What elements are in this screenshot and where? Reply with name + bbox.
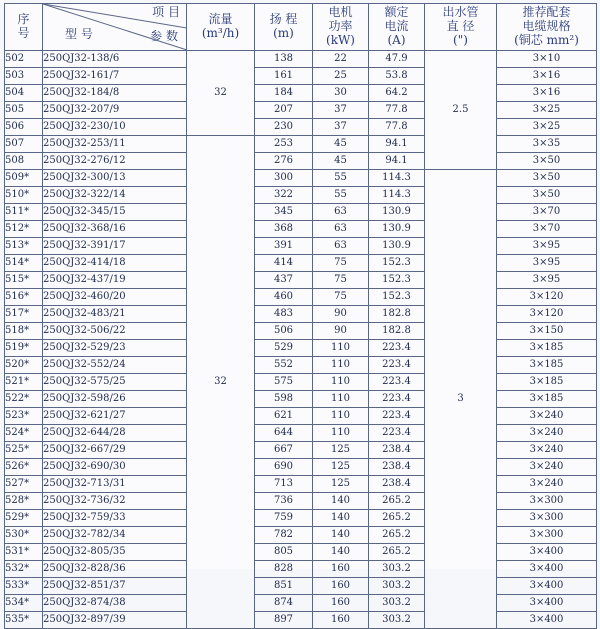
cell-cable: 3×400 <box>497 561 597 578</box>
cell-model: 250QJ32-460/20 <box>43 289 187 306</box>
cell-head: 552 <box>255 357 313 374</box>
cell-seq: 502 <box>5 51 43 68</box>
cell-head: 782 <box>255 527 313 544</box>
table-row <box>5 578 597 595</box>
cell-cable: 3×50 <box>497 170 597 187</box>
cell-power: 160 <box>313 595 369 612</box>
cell-model: 250QJ32-138/6 <box>43 51 187 68</box>
cell-power: 110 <box>313 340 369 357</box>
cell-model: 250QJ32-345/15 <box>43 204 187 221</box>
cell-power: 140 <box>313 544 369 561</box>
cell-flow: 32 <box>187 51 255 136</box>
cell-model: 250QJ32-805/35 <box>43 544 187 561</box>
cell-head: 805 <box>255 544 313 561</box>
table-row <box>5 306 597 323</box>
cell-cable: 3×240 <box>497 408 597 425</box>
cell-model: 250QJ32-184/8 <box>43 85 187 102</box>
cell-cable: 3×16 <box>497 85 597 102</box>
cell-cable: 3×400 <box>497 544 597 561</box>
cell-seq: 533* <box>5 578 43 595</box>
cell-current: 303.2 <box>369 612 425 629</box>
cell-current: 114.3 <box>369 187 425 204</box>
cell-power: 110 <box>313 374 369 391</box>
cell-seq: 530* <box>5 527 43 544</box>
cell-cable: 3×95 <box>497 272 597 289</box>
cell-current: 94.1 <box>369 153 425 170</box>
cell-head: 230 <box>255 119 313 136</box>
table-row <box>5 272 597 289</box>
cell-cable: 3×95 <box>497 238 597 255</box>
cell-cable: 3×150 <box>497 323 597 340</box>
cell-head: 851 <box>255 578 313 595</box>
cell-head: 759 <box>255 510 313 527</box>
table-row <box>5 527 597 544</box>
cell-head: 184 <box>255 85 313 102</box>
cell-power: 37 <box>313 119 369 136</box>
cell-head: 207 <box>255 102 313 119</box>
cell-model: 250QJ32-644/28 <box>43 425 187 442</box>
header-diag-model: 型 号 <box>65 27 93 41</box>
cell-seq: 505 <box>5 102 43 119</box>
cell-head: 161 <box>255 68 313 85</box>
cell-model: 250QJ32-874/38 <box>43 595 187 612</box>
cell-seq: 508 <box>5 153 43 170</box>
cell-power: 140 <box>313 527 369 544</box>
cell-cable: 3×300 <box>497 493 597 510</box>
cell-current: 303.2 <box>369 578 425 595</box>
cell-seq: 529* <box>5 510 43 527</box>
cell-current: 130.9 <box>369 204 425 221</box>
header-outlet-line2: 直 径 <box>446 19 475 34</box>
cell-power: 63 <box>313 221 369 238</box>
cell-current: 223.4 <box>369 408 425 425</box>
table-row <box>5 238 597 255</box>
header-power-line2: 功率 <box>328 19 353 34</box>
cell-head: 874 <box>255 595 313 612</box>
cell-cable: 3×70 <box>497 221 597 238</box>
cell-seq: 512* <box>5 221 43 238</box>
cell-head: 690 <box>255 459 313 476</box>
cell-model: 250QJ32-483/21 <box>43 306 187 323</box>
table-row <box>5 357 597 374</box>
cell-seq: 509* <box>5 170 43 187</box>
cell-current: 152.3 <box>369 272 425 289</box>
header-power-line1: 电机 <box>328 5 353 20</box>
cell-power: 75 <box>313 272 369 289</box>
cell-cable: 3×300 <box>497 527 597 544</box>
cell-seq: 506 <box>5 119 43 136</box>
cell-seq: 511* <box>5 204 43 221</box>
cell-power: 140 <box>313 493 369 510</box>
cell-current: 223.4 <box>369 391 425 408</box>
cell-cable: 3×25 <box>497 102 597 119</box>
cell-current: 53.8 <box>369 68 425 85</box>
cell-power: 22 <box>313 51 369 68</box>
cell-model: 250QJ32-690/30 <box>43 459 187 476</box>
cell-seq: 524* <box>5 425 43 442</box>
cell-seq: 521* <box>5 374 43 391</box>
table-row <box>5 408 597 425</box>
table-row <box>5 187 597 204</box>
cell-seq: 523* <box>5 408 43 425</box>
cell-cable: 3×35 <box>497 136 597 153</box>
header-seq-line2: 号 <box>17 26 30 40</box>
cell-model: 250QJ32-598/26 <box>43 391 187 408</box>
table-row <box>5 425 597 442</box>
cell-model: 250QJ32-552/24 <box>43 357 187 374</box>
table-row <box>5 85 597 102</box>
cell-model: 250QJ32-161/7 <box>43 68 187 85</box>
table-row <box>5 119 597 136</box>
cell-cable: 3×95 <box>497 255 597 272</box>
cell-current: 130.9 <box>369 238 425 255</box>
header-flow-line1: 流量 <box>208 12 233 27</box>
table-row <box>5 595 597 612</box>
cell-current: 303.2 <box>369 595 425 612</box>
header-seq <box>5 4 43 51</box>
header-flow-line2: (m³/h) <box>201 26 240 40</box>
cell-model: 250QJ32-506/22 <box>43 323 187 340</box>
cell-head: 437 <box>255 272 313 289</box>
cell-seq: 534* <box>5 595 43 612</box>
cell-power: 55 <box>313 187 369 204</box>
cell-current: 223.4 <box>369 374 425 391</box>
cell-head: 621 <box>255 408 313 425</box>
header-model-diagonal <box>43 4 187 51</box>
cell-head: 300 <box>255 170 313 187</box>
cell-seq: 532* <box>5 561 43 578</box>
cell-cable: 3×70 <box>497 204 597 221</box>
cell-seq: 522* <box>5 391 43 408</box>
cell-seq: 520* <box>5 357 43 374</box>
cell-power: 55 <box>313 170 369 187</box>
cell-power: 45 <box>313 153 369 170</box>
cell-model: 250QJ32-851/37 <box>43 578 187 595</box>
header-row <box>5 4 597 51</box>
cell-model: 250QJ32-575/25 <box>43 374 187 391</box>
cell-current: 238.4 <box>369 476 425 493</box>
cell-cable: 3×185 <box>497 340 597 357</box>
cell-seq: 528* <box>5 493 43 510</box>
cell-cable: 3×120 <box>497 306 597 323</box>
cell-seq: 503 <box>5 68 43 85</box>
cell-cable: 3×240 <box>497 476 597 493</box>
cell-power: 25 <box>313 68 369 85</box>
cell-cable: 3×50 <box>497 153 597 170</box>
header-motor-power <box>313 4 369 51</box>
cell-seq: 507 <box>5 136 43 153</box>
cell-model: 250QJ32-667/29 <box>43 442 187 459</box>
cell-current: 223.4 <box>369 425 425 442</box>
cell-head: 828 <box>255 561 313 578</box>
cell-power: 63 <box>313 238 369 255</box>
pump-spec-table <box>4 3 597 629</box>
cell-power: 160 <box>313 612 369 629</box>
table-row <box>5 612 597 629</box>
cell-cable: 3×16 <box>497 68 597 85</box>
cell-power: 125 <box>313 476 369 493</box>
cell-seq: 535* <box>5 612 43 629</box>
cell-cable: 3×300 <box>497 510 597 527</box>
cell-current: 64.2 <box>369 85 425 102</box>
cell-power: 75 <box>313 289 369 306</box>
cell-seq: 515* <box>5 272 43 289</box>
cell-power: 110 <box>313 391 369 408</box>
cell-current: 303.2 <box>369 561 425 578</box>
header-outlet-line1: 出水管 <box>442 5 479 20</box>
table-row <box>5 323 597 340</box>
cell-power: 30 <box>313 85 369 102</box>
cell-model: 250QJ32-276/12 <box>43 153 187 170</box>
cell-head: 276 <box>255 153 313 170</box>
cell-current: 265.2 <box>369 544 425 561</box>
cell-head: 644 <box>255 425 313 442</box>
table-row <box>5 221 597 238</box>
header-head-line2: (m) <box>273 26 294 40</box>
table-row <box>5 476 597 493</box>
cell-seq: 519* <box>5 340 43 357</box>
cell-current: 265.2 <box>369 527 425 544</box>
cell-model: 250QJ32-828/36 <box>43 561 187 578</box>
header-outlet-diameter <box>425 4 497 51</box>
cell-model: 250QJ32-414/18 <box>43 255 187 272</box>
table-row <box>5 374 597 391</box>
cell-cable: 3×120 <box>497 289 597 306</box>
cell-cable: 3×400 <box>497 578 597 595</box>
cell-model: 250QJ32-621/27 <box>43 408 187 425</box>
cell-current: 238.4 <box>369 442 425 459</box>
header-current-line1: 额定 <box>384 5 409 20</box>
header-cable-line3: (铜芯 mm²) <box>514 32 579 47</box>
header-rated-current <box>369 4 425 51</box>
cell-power: 75 <box>313 255 369 272</box>
table-row <box>5 204 597 221</box>
cell-power: 90 <box>313 306 369 323</box>
table-row <box>5 493 597 510</box>
cell-outlet-diameter: 2.5 <box>425 51 497 170</box>
table-row <box>5 340 597 357</box>
cell-seq: 514* <box>5 255 43 272</box>
header-diag-item: 项 目 <box>152 5 180 19</box>
cell-cable: 3×185 <box>497 374 597 391</box>
cell-model: 250QJ32-253/11 <box>43 136 187 153</box>
cell-current: 265.2 <box>369 493 425 510</box>
cell-cable: 3×240 <box>497 425 597 442</box>
cell-head: 897 <box>255 612 313 629</box>
table-row <box>5 255 597 272</box>
table-row <box>5 102 597 119</box>
table-row <box>5 561 597 578</box>
cell-flow: 32 <box>187 136 255 629</box>
cell-power: 90 <box>313 323 369 340</box>
header-outlet-line3: (") <box>453 32 468 47</box>
cell-model: 250QJ32-207/9 <box>43 102 187 119</box>
spec-sheet <box>4 3 596 625</box>
cell-power: 125 <box>313 442 369 459</box>
cell-seq: 531* <box>5 544 43 561</box>
table-row <box>5 510 597 527</box>
table-row <box>5 459 597 476</box>
cell-power: 110 <box>313 425 369 442</box>
cell-head: 483 <box>255 306 313 323</box>
cell-model: 250QJ32-897/39 <box>43 612 187 629</box>
table-row <box>5 68 597 85</box>
cell-cable: 3×240 <box>497 459 597 476</box>
cell-current: 182.8 <box>369 306 425 323</box>
cell-head: 414 <box>255 255 313 272</box>
cell-head: 345 <box>255 204 313 221</box>
cell-head: 713 <box>255 476 313 493</box>
header-flow <box>187 4 255 51</box>
cell-power: 140 <box>313 510 369 527</box>
cell-head: 253 <box>255 136 313 153</box>
cell-current: 182.8 <box>369 323 425 340</box>
cell-seq: 527* <box>5 476 43 493</box>
cell-cable: 3×10 <box>497 51 597 68</box>
table-row <box>5 51 597 68</box>
table-row <box>5 391 597 408</box>
cell-model: 250QJ32-736/32 <box>43 493 187 510</box>
cell-head: 598 <box>255 391 313 408</box>
cell-model: 250QJ32-368/16 <box>43 221 187 238</box>
cell-cable: 3×400 <box>497 595 597 612</box>
cell-seq: 518* <box>5 323 43 340</box>
cell-power: 45 <box>313 136 369 153</box>
cell-cable: 3×185 <box>497 391 597 408</box>
cell-outlet-diameter: 3 <box>425 170 497 629</box>
cell-model: 250QJ32-300/13 <box>43 170 187 187</box>
cell-current: 223.4 <box>369 340 425 357</box>
cell-head: 138 <box>255 51 313 68</box>
cell-seq: 517* <box>5 306 43 323</box>
cell-power: 160 <box>313 561 369 578</box>
cell-model: 250QJ32-529/23 <box>43 340 187 357</box>
cell-model: 250QJ32-437/19 <box>43 272 187 289</box>
header-current-line2: 电流 <box>384 19 409 34</box>
cell-current: 114.3 <box>369 170 425 187</box>
cell-current: 238.4 <box>369 459 425 476</box>
cell-power: 110 <box>313 357 369 374</box>
table-row <box>5 153 597 170</box>
header-current-line3: (A) <box>387 32 406 47</box>
header-cable-line2: 电缆规格 <box>522 19 571 34</box>
header-head <box>255 4 313 51</box>
cell-head: 460 <box>255 289 313 306</box>
cell-seq: 504 <box>5 85 43 102</box>
header-cable-spec <box>497 4 597 51</box>
cell-cable: 3×240 <box>497 442 597 459</box>
table-row <box>5 289 597 306</box>
cell-head: 368 <box>255 221 313 238</box>
cell-seq: 513* <box>5 238 43 255</box>
table-row <box>5 544 597 561</box>
cell-head: 575 <box>255 374 313 391</box>
cell-current: 94.1 <box>369 136 425 153</box>
table-row <box>5 136 597 153</box>
cell-seq: 510* <box>5 187 43 204</box>
cell-head: 506 <box>255 323 313 340</box>
cell-power: 160 <box>313 578 369 595</box>
cell-current: 152.3 <box>369 289 425 306</box>
cell-power: 37 <box>313 102 369 119</box>
table-row <box>5 442 597 459</box>
cell-power: 63 <box>313 204 369 221</box>
cell-head: 736 <box>255 493 313 510</box>
cell-model: 250QJ32-782/34 <box>43 527 187 544</box>
cell-current: 47.9 <box>369 51 425 68</box>
cell-model: 250QJ32-391/17 <box>43 238 187 255</box>
cell-head: 322 <box>255 187 313 204</box>
cell-current: 223.4 <box>369 357 425 374</box>
header-seq-line1: 序 <box>17 12 30 27</box>
cell-seq: 526* <box>5 459 43 476</box>
cell-current: 77.8 <box>369 102 425 119</box>
cell-current: 152.3 <box>369 255 425 272</box>
cell-cable: 3×400 <box>497 612 597 629</box>
cell-cable: 3×50 <box>497 187 597 204</box>
table-row <box>5 170 597 187</box>
header-head-line1: 扬 程 <box>269 12 298 27</box>
header-cable-line1: 推荐配套 <box>522 5 571 20</box>
cell-model: 250QJ32-230/10 <box>43 119 187 136</box>
table-body <box>5 51 597 629</box>
cell-current: 130.9 <box>369 221 425 238</box>
cell-current: 265.2 <box>369 510 425 527</box>
cell-cable: 3×25 <box>497 119 597 136</box>
header-diag-param: 参 数 <box>150 29 178 43</box>
cell-model: 250QJ32-759/33 <box>43 510 187 527</box>
cell-head: 667 <box>255 442 313 459</box>
cell-power: 110 <box>313 408 369 425</box>
cell-cable: 3×185 <box>497 357 597 374</box>
cell-head: 529 <box>255 340 313 357</box>
cell-power: 125 <box>313 459 369 476</box>
cell-seq: 516* <box>5 289 43 306</box>
cell-model: 250QJ32-713/31 <box>43 476 187 493</box>
cell-head: 391 <box>255 238 313 255</box>
cell-model: 250QJ32-322/14 <box>43 187 187 204</box>
cell-seq: 525* <box>5 442 43 459</box>
cell-current: 77.8 <box>369 119 425 136</box>
header-power-line3: (kW) <box>326 32 355 47</box>
